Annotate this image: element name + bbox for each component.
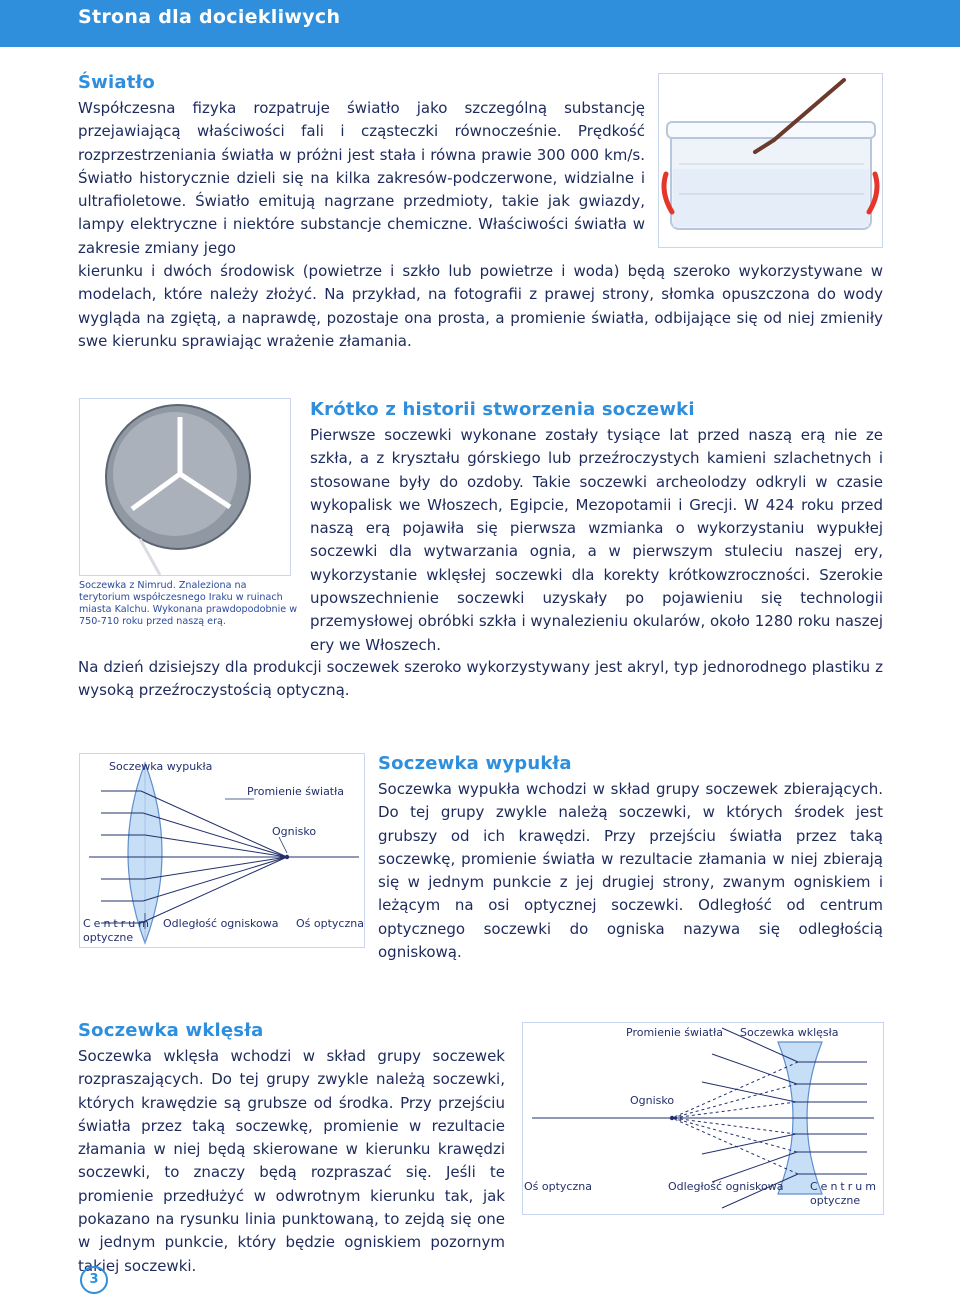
concave-center-label-2: optyczne xyxy=(810,1194,861,1207)
page-number: 3 xyxy=(80,1266,108,1294)
concave-axis-label: Oś optyczna xyxy=(524,1180,592,1193)
section-convex-title: Soczewka wypukła xyxy=(378,753,572,774)
nimrud-caption: Soczewka z Nimrud. Znaleziona na terytorium współczesnego Iraku w ruinach miasta Kalchu. Wykonana prawdopodobnie w 750-710 roku przed naszą erą. xyxy=(79,580,298,627)
concave-center-label-1: Centrum xyxy=(810,1180,879,1193)
section-history-text: Pierwsze soczewki wykonane zostały tysiące lat przed naszą erą nie ze szkła, a z kryształu górskiego lub przeźroczystych kamieni szlachetnych i stosowane były do ozdoby. Takie soczewki archeolodzy odkryli w czasie wykopalisk we Włoszech, Egipcie, Mezopotamii i Grecji. W 424 roku przed naszą erą pojawiła się pierwsza wzmianka o wykorzystaniu wypukłej soczewki dla wytwarzania ognia, a w pierwszym stuleciu naszej ery, wykorzystanie wklęsłej soczewki dla korekty krótkowzroczności. Szerokie upowszechnienie soczewki uzyskały po pojawieniu się technologii przemysłowej obróbki szkła i wynalezieniu okularów, około 1280 roku naszej ery we Włoszech. xyxy=(310,426,883,654)
section-light-title: Światło xyxy=(78,72,155,93)
section-history-title: Krótko z historii stworzenia soczewki xyxy=(310,399,695,420)
section-light-text-wide: kierunku i dwóch środowisk (powietrze i szkło lub powietrze i woda) będą szeroko wykorzystywane w modelach, które należy złożyć. Na przykład, na fotografii z prawej strony, słomka opuszczona do wody wygląda na zgiętą, a naprawdę, pozostaje ona prosta, a promienie światła, odbijające się od niej zmieniły swe kierunku sprawiając wrażenie złamania. xyxy=(78,262,883,350)
section-concave-text: Soczewka wklęsła wchodzi w skład grupy soczewek rozpraszających. Do tej grupy zwykle należą soczewki, których krawędzie są grubsze od środka. Przy przejściu światła przez taką soczewkę, promienie w rezultacie złamania w niej będą skierowane w kierunku krawędzi soczewki, to znaczy będą rozpraszać się. Jeśli te promienie przedłużyć w odwrotnym kierunku tak, jak pokazano na rysunku linia punktowaną, to zejdą się one w jednym punkcie, który będzie ogniskiem pozornym takiej soczewki. xyxy=(78,1047,505,1275)
convex-center-label-2: optyczne xyxy=(83,931,134,944)
concave-rays-label: Promienie światła xyxy=(626,1026,723,1039)
convex-lens-label: Soczewka wypukła xyxy=(109,760,213,773)
convex-lens-diagram xyxy=(79,753,365,948)
straw-container-image xyxy=(659,74,882,247)
convex-axis-label: Oś optyczna xyxy=(296,917,364,930)
concave-lens-label: Soczewka wklęsła xyxy=(740,1026,839,1039)
section-light-text-narrow: Współczesna fizyka rozpatruje światło jako szczególną substancję przejawiającą właściwości fali i cząsteczki równocześnie. Prędkość rozprzestrzeniania światła w próżni jest stała i równa prawie 300 000 km/s. Światło historycznie dzieli się na kilka zakresów-podczerwone, widzialne i ultrafioletowe. Światło emitują nagrzane przedmioty, takie jak gwiazdy, lampy elektryczne i niektóre substancje chemiczne. Właściwości światła w zakresie zmiany jego xyxy=(78,99,645,257)
nimrud-lens-image xyxy=(80,399,290,575)
section-concave-title: Soczewka wklęsła xyxy=(78,1020,264,1041)
section-convex-text: Soczewka wypukła wchodzi w skład grupy soczewek zbierających. Do tej grupy zwykle należą soczewki, w których środek jest grubszy od ich krawędzi. Przy przejściu światła przez taką soczewkę, promienie światła w rezultacie złamania w niej zbierają się w jednym punkcie z jej drugiej strony, zwanym ogniskiem i leżącym na osi optycznej soczewki. Odległość od centrum optycznego soczewki do ogniska nazywa się odległością ogniskową. xyxy=(378,780,883,962)
convex-focus-label: Ognisko xyxy=(272,825,317,838)
convex-focus-point xyxy=(285,855,289,859)
concave-lens-diagram xyxy=(522,1022,884,1215)
convex-focal-length-label: Odległość ogniskowa xyxy=(163,917,279,930)
straw-in-water-photo xyxy=(658,73,883,248)
section-history-text-after: Na dzień dzisiejszy dla produkcji soczewek szeroko wykorzystywany jest akryl, typ jednorodnego plastiku z wysoką przeźroczystością optyczną. xyxy=(78,658,883,700)
concave-focus-point xyxy=(670,1116,674,1120)
nimrud-lens-photo xyxy=(79,398,291,576)
convex-rays-label: Promienie światła xyxy=(247,785,344,798)
concave-focus-label: Ognisko xyxy=(630,1094,675,1107)
header-title: Strona dla dociekliwych xyxy=(78,6,341,28)
convex-center-label-1: Centrum xyxy=(83,917,152,930)
concave-focal-length-label: Odległość ogniskowa xyxy=(668,1180,784,1193)
